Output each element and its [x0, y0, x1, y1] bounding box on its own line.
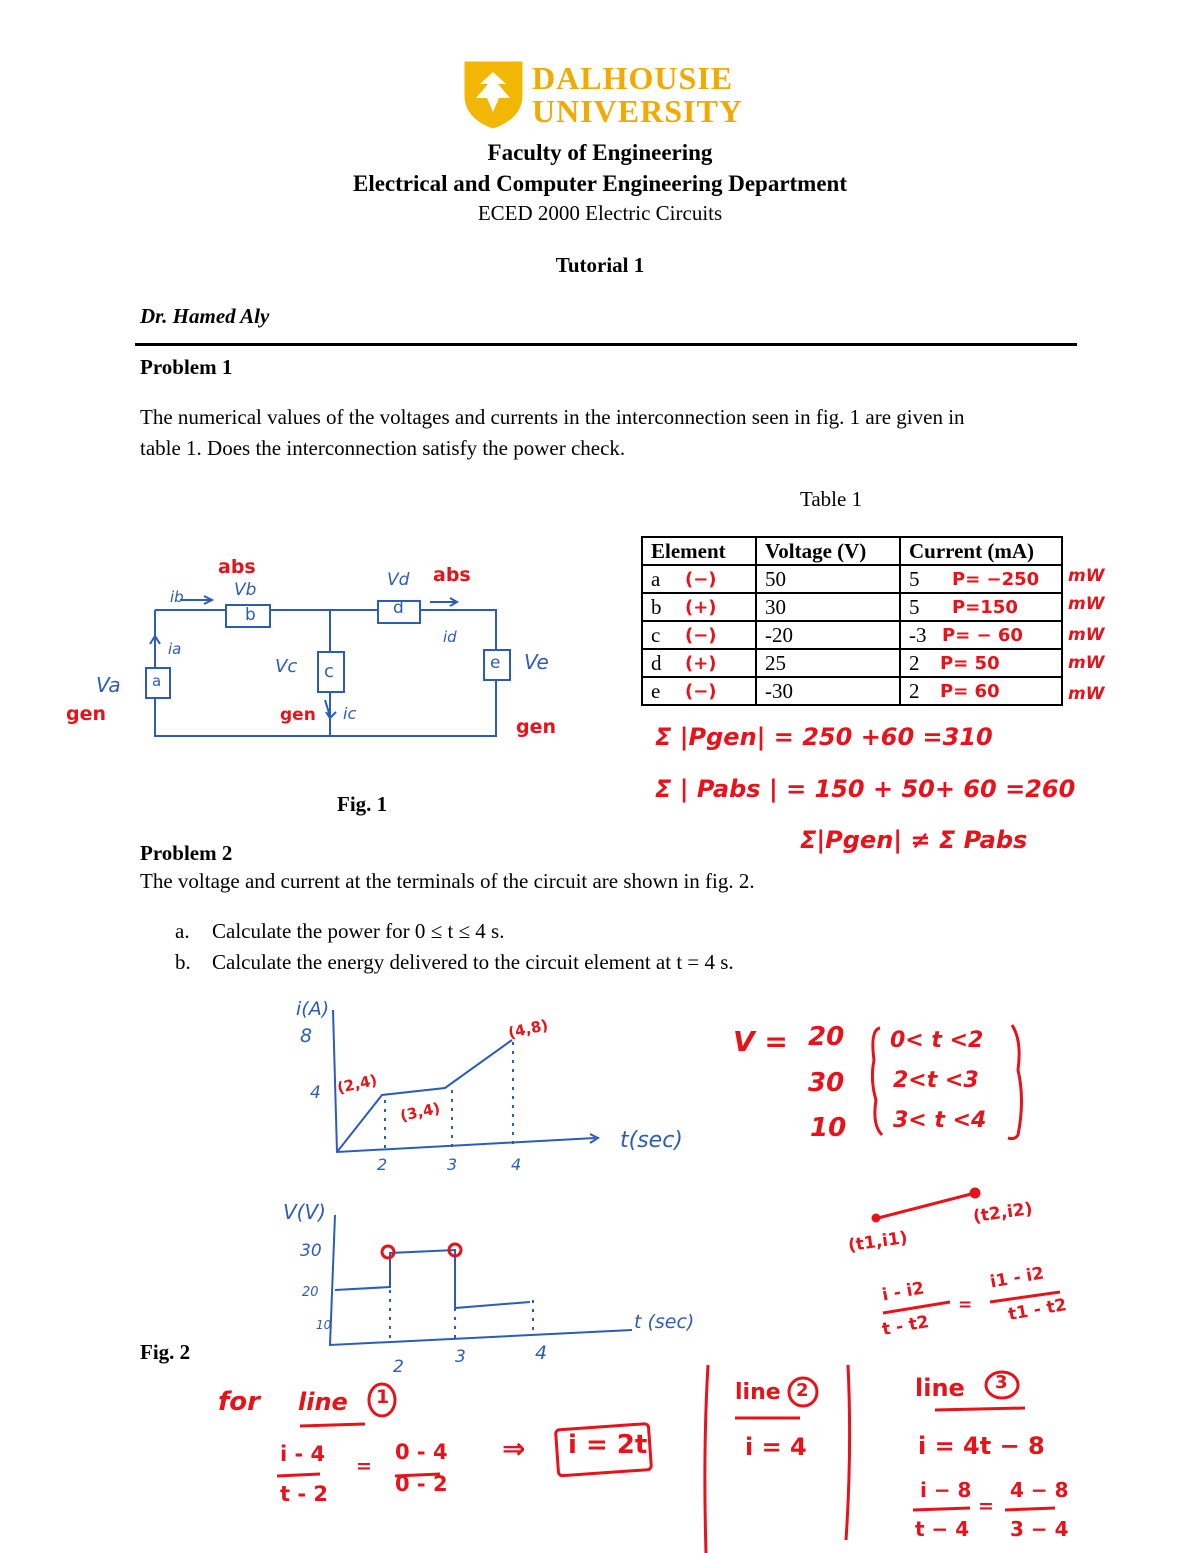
voltage-condition: 2<t <3 — [893, 1068, 979, 1093]
line3-rhs-numerator: 4 − 8 — [1010, 1478, 1069, 1502]
brace-right — [1008, 1025, 1022, 1139]
line1-rhs-denominator: 0 - 2 — [395, 1472, 448, 1496]
implies-arrow: ⇒ — [502, 1432, 526, 1465]
point-label: (2,4) — [335, 1071, 379, 1097]
table-cell-element: a — [642, 565, 756, 593]
problem1-title: Problem 1 — [140, 355, 233, 379]
table-cell-voltage: 25 — [756, 649, 900, 677]
line-segment-sketch — [878, 1193, 975, 1218]
table-header-cell: Element — [642, 537, 756, 565]
line-2-number: 2 — [796, 1380, 809, 1401]
point-2-label: (t2,i2) — [971, 1198, 1034, 1228]
item-a-text: Calculate the power for 0 ≤ t ≤ 4 s. — [212, 919, 505, 943]
sign-annotation: (−) — [685, 681, 717, 702]
voltage-ytick: 20 — [302, 1285, 319, 1300]
label-vd: Vd — [387, 570, 410, 590]
line1-lhs-denominator: t - 2 — [280, 1482, 328, 1506]
current-ytick: 8 — [300, 1025, 313, 1047]
table-cell-current: 5 — [900, 593, 1062, 621]
power-annotation: P= − 60 — [942, 625, 1023, 646]
table-cell-element: d — [642, 649, 756, 677]
label-elem-c: c — [324, 661, 334, 682]
problem2-title: Problem 2 — [140, 841, 233, 865]
label-ic: ic — [343, 704, 357, 723]
table-caption: Table 1 — [800, 487, 863, 511]
line1-result: i = 2t — [568, 1430, 648, 1460]
label-gen-e: gen — [516, 716, 557, 738]
label-elem-d: d — [393, 598, 404, 618]
power-annotation: P= 60 — [940, 681, 1000, 702]
equals-sign: = — [958, 1295, 973, 1315]
university-name-line1: DALHOUSIE — [532, 60, 734, 96]
item-b-marker: b. — [175, 950, 191, 974]
voltage-ylabel: V(V) — [283, 1200, 326, 1224]
line3-rhs-denominator: 3 − 4 — [1010, 1517, 1069, 1541]
equals-sign: = — [356, 1455, 372, 1477]
instructor-name: Dr. Hamed Aly — [140, 304, 270, 328]
slope-numerator: i - i2 — [880, 1278, 926, 1306]
current-xtick: 2 — [377, 1155, 388, 1174]
voltage-waveform — [335, 1250, 530, 1308]
current-waveform — [337, 1040, 512, 1152]
voltage-ytick: 10 — [316, 1318, 332, 1332]
voltage-value: 20 — [808, 1022, 845, 1052]
underline — [300, 1424, 365, 1426]
slope-denominator: t1 - t2 — [1006, 1295, 1069, 1325]
label-id: id — [443, 628, 457, 646]
label-ve: Ve — [524, 650, 549, 674]
line3-word: line — [915, 1374, 965, 1402]
line3-lhs-denominator: t − 4 — [915, 1517, 970, 1541]
table-cell-current: -3 — [900, 621, 1062, 649]
table-cell-voltage: -20 — [756, 621, 900, 649]
current-ytick: 4 — [310, 1083, 321, 1103]
divider-mark — [705, 1365, 708, 1553]
problem1-text-line1: The numerical values of the voltages and currents in the interconnection seen in fig. 1 are given in — [140, 405, 965, 429]
current-ylabel: i(A) — [296, 998, 330, 1020]
problem2-text: The voltage and current at the terminals of the circuit are shown in fig. 2. — [140, 869, 755, 893]
unit-annotation: mW — [1068, 684, 1105, 704]
slope-numerator: i1 - i2 — [988, 1263, 1046, 1293]
current-xlabel: t(sec) — [620, 1128, 683, 1153]
label-vc: Vc — [275, 656, 298, 677]
voltage-xtick: 2 — [393, 1357, 404, 1377]
sign-annotation: (−) — [685, 569, 717, 590]
fig1-caption: Fig. 1 — [337, 792, 388, 816]
endpoint-dot — [971, 1189, 979, 1197]
label-abs-d: abs — [433, 564, 471, 586]
table-header-cell: Voltage (V) — [756, 537, 900, 565]
voltage-equation-label: V = — [733, 1025, 788, 1058]
voltage-xlabel: t (sec) — [634, 1311, 695, 1333]
voltage-ytick: 30 — [300, 1241, 322, 1261]
table-cell-element: b — [642, 593, 756, 621]
point-1-label: (t1,i1) — [846, 1227, 909, 1257]
for-word: for — [218, 1387, 260, 1417]
current-guides — [385, 1042, 513, 1152]
underline — [935, 1408, 1025, 1410]
brace-left — [872, 1028, 882, 1135]
line-1-number: 1 — [376, 1386, 390, 1408]
abs-power-sum: Σ | Pabs | = 150 + 50+ 60 =260 — [655, 775, 1076, 803]
department-title: Electrical and Computer Engineering Department — [352, 171, 848, 196]
voltage-condition: 3< t <4 — [893, 1108, 987, 1133]
point-label: (3,4) — [398, 1099, 442, 1125]
table-cell-voltage: 30 — [756, 593, 900, 621]
line2-word: line — [735, 1380, 781, 1405]
point-label: (4,8) — [506, 1016, 550, 1042]
voltage-xtick: 4 — [535, 1342, 548, 1364]
problem1-text-line2: table 1. Does the interconnection satisfy the power check. — [140, 436, 626, 460]
unit-annotation: mW — [1068, 566, 1105, 586]
voltage-condition: 0< t <2 — [890, 1028, 984, 1053]
line1-lhs-numerator: i - 4 — [280, 1442, 326, 1466]
tutorial-title: Tutorial 1 — [555, 253, 645, 277]
sign-annotation: (−) — [685, 625, 717, 646]
label-vb: Vb — [234, 580, 257, 600]
faculty-title: Faculty of Engineering — [487, 140, 713, 165]
line2-equation: i = 4 — [745, 1433, 807, 1461]
power-check-conclusion: Σ|Pgen| ≠ Σ Pabs — [800, 826, 1028, 854]
line1-rhs-numerator: 0 - 4 — [395, 1440, 448, 1464]
power-annotation: P=150 — [952, 597, 1018, 618]
label-ib: ib — [170, 588, 184, 606]
line-3-number: 3 — [995, 1372, 1008, 1393]
item-b-text: Calculate the energy delivered to the circuit element at t = 4 s. — [212, 950, 734, 974]
course-title: ECED 2000 Electric Circuits — [477, 201, 723, 225]
label-elem-e: e — [490, 653, 501, 673]
unit-annotation: mW — [1068, 653, 1105, 673]
current-xtick: 3 — [447, 1155, 458, 1174]
table-cell-voltage: 50 — [756, 565, 900, 593]
table-cell-current: 2 — [900, 677, 1062, 705]
label-elem-a: a — [152, 672, 162, 690]
label-ia: ia — [168, 640, 182, 658]
voltage-guides — [390, 1290, 533, 1342]
unit-annotation: mW — [1068, 625, 1105, 645]
divider-mark — [846, 1365, 850, 1540]
label-abs-b: abs — [218, 556, 256, 578]
label-gen-c: gen — [280, 705, 316, 725]
table-cell-current: 2 — [900, 649, 1062, 677]
table-cell-element: e — [642, 677, 756, 705]
endpoint-dot — [873, 1215, 879, 1221]
voltage-value: 10 — [810, 1113, 847, 1143]
line-word: line — [298, 1388, 348, 1416]
voltage-axes — [330, 1215, 632, 1345]
line3-lhs-numerator: i − 8 — [920, 1478, 972, 1502]
label-elem-b: b — [245, 605, 256, 625]
equals-sign: = — [978, 1495, 994, 1517]
power-annotation: P= −250 — [952, 569, 1040, 590]
label-va: Va — [96, 673, 121, 697]
table-cell-element: c — [642, 621, 756, 649]
table-cell-voltage: -30 — [756, 677, 900, 705]
voltage-value: 30 — [808, 1068, 845, 1098]
table-cell-current: 5 — [900, 565, 1062, 593]
sign-annotation: (+) — [685, 653, 717, 674]
university-name-line2: UNIVERSITY — [532, 93, 743, 129]
unit-annotation: mW — [1068, 594, 1105, 614]
item-a-marker: a. — [175, 919, 190, 943]
voltage-xtick: 3 — [455, 1347, 466, 1367]
line3-equation: i = 4t − 8 — [918, 1432, 1045, 1460]
power-annotation: P= 50 — [940, 653, 1000, 674]
gen-power-sum: Σ |Pgen| = 250 +60 =310 — [655, 723, 993, 751]
sign-annotation: (+) — [685, 597, 717, 618]
fig2-caption: Fig. 2 — [140, 1340, 191, 1364]
table-header-cell: Current (mA) — [900, 537, 1062, 565]
slope-denominator: t - t2 — [880, 1312, 931, 1340]
current-xtick: 4 — [511, 1155, 522, 1174]
label-gen-a: gen — [66, 703, 107, 725]
